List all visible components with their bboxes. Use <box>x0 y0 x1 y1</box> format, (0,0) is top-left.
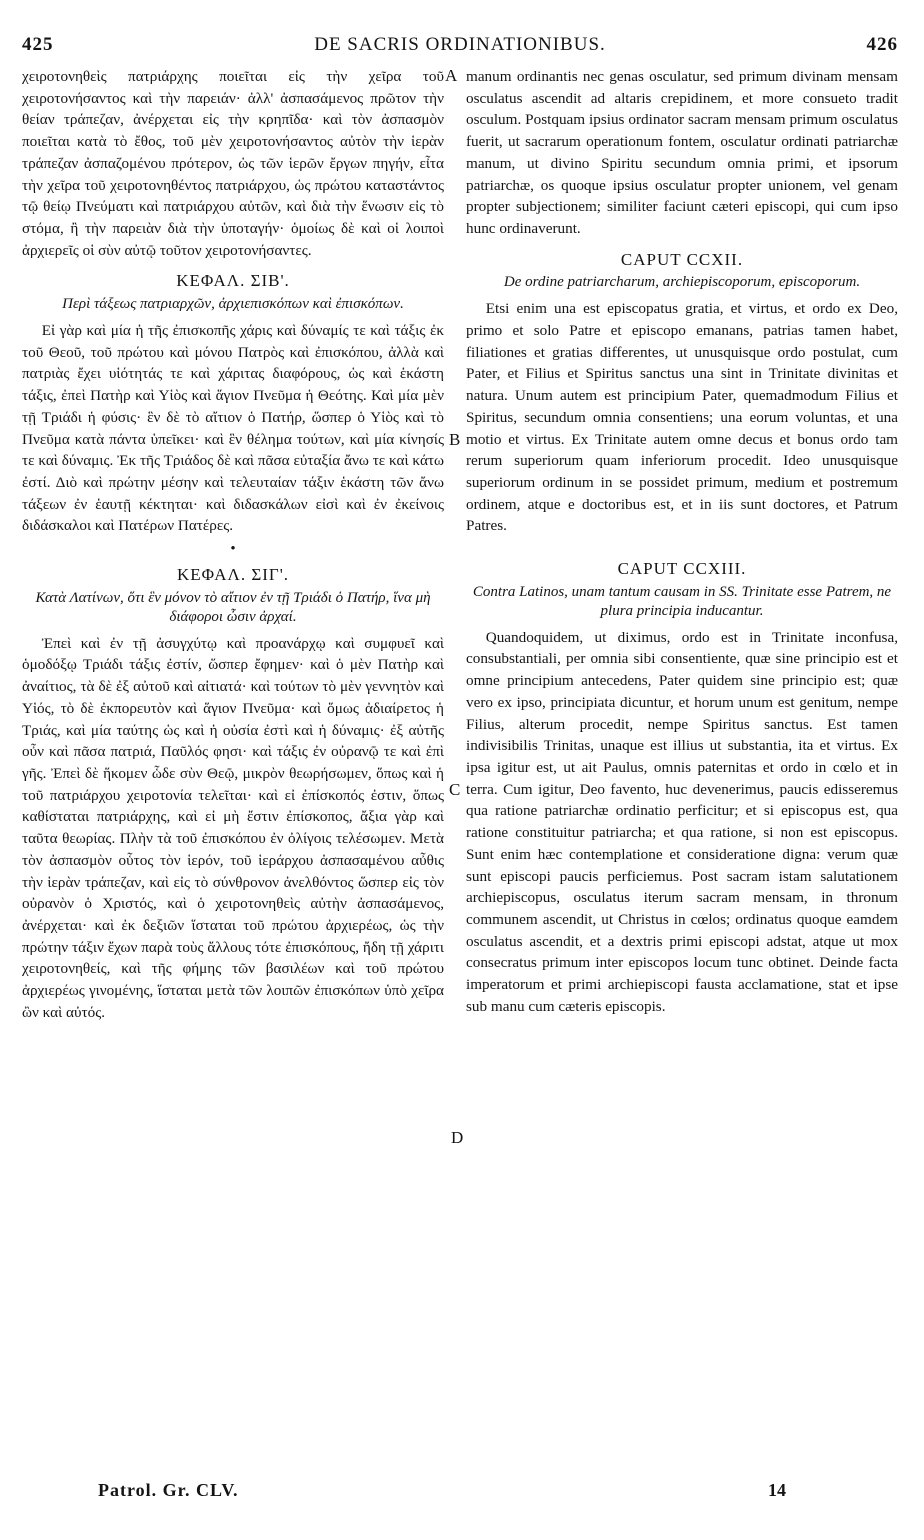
latin-chapter-subtitle-213: Contra Latinos, unam tantum causam in SS. Trinitate esse Patrem, ne plura principia inducantur. <box>472 583 892 619</box>
latin-chapter-subtitle-212: De ordine patriarcharum, archiepiscoporum, episcoporum. <box>503 274 861 291</box>
margin-letter-b: B <box>449 430 461 449</box>
margin-letter-c: C <box>449 780 461 799</box>
greek-paragraph-1: χειροτονηθεὶς πατριάρχης ποιεῖται εἰς τὴν χεῖρα τοῦ χειροτονήσαντος καὶ τὴν παρειάν· ἀλλ' ἀσπασάμενος πρῶτον τὴν θείαν τράπεζαν, ἀνέρχεται εἰς τὴν κρηπῖδα· καὶ τὸν ἀσπασμὸν ποιεῖται κατὰ τὸ ἔθος, τοῦ μὲν χειροτονήσαντος αὐτὸν τὴν ἱερὰν τράπεζαν ἀσπαζομένου πρότερον, ὡς τῶν ἱερῶν ἔργων πηγήν, εἶτα τὴν χεῖρα τοῦ χειροτονηθέντος πατριάρχου, ὡς πρώτου καταστάντος τῷ θείῳ Πνεύματι καὶ πατριάρχου αὐτῶν, καὶ διὰ τὴν ἕνωσιν εἰς τὸ στόμα, ἢ τὴν παρειὰν διὰ τὴν ὑποταγήν· ὁμοίως δὲ καὶ οἱ λοιποὶ ἀρχιερεῖς οἱ σὺν αὐτῷ τοῦτον χειροτονήσαντες. <box>22 68 444 259</box>
greek-paragraph-3: Ἐπεὶ καὶ ἐν τῇ ἀσυγχύτῳ καὶ προανάρχῳ καὶ συμφυεῖ καὶ ὁμοδόξῳ Τριάδι τάξις ἐστίν, ὥσπερ ἔφημεν· καὶ ὁ μὲν Πατὴρ καὶ ἀναίτιος, τὰ δὲ ἐξ αὐτοῦ καὶ αἰτιατά· καὶ τούτων τὸ μὲν γεννητὸν καὶ Υἱός, τὸ δὲ ἐκπορευτὸν καὶ ἅγιον Πνεῦμα· καὶ ὅμως ἀδιαίρετος ἡ Τριάς, καὶ μία ταύτης ὡς καὶ ἡ οὐσία ἐστὶ καὶ ἡ δύναμις· ἐξ αὐτῆς οὖν καὶ πᾶσα πατριά, Παῦλός φησι· καὶ τάξις ἐν οὐρανῷ τε καὶ ἐπὶ γῆς. Ἐπεὶ δὲ ἥκομεν ὧδε σὺν Θεῷ, μικρὸν θεωρήσωμεν, ὅπως καὶ ἡ τοῦ πατριάρχου χειροτονία τελεῖται· καὶ εἰ ἐπίσκοπός ἐστιν, ὅπως καθίσταται πατριάρχης, καὶ εἰ μὴ ἔστιν ἐπίσκοπος, ἄξια γὰρ καὶ ταῦτα θεωρίας. Πλὴν τὰ τοῦ ἐπισκόπου ἐν ὀλίγοις τελέσωμεν. Μετὰ τὸν ἀσπασμὸν οὗτος τὸν ἱερόν, τοῦ ἱεράρχου ἀσπασαμένου αὖθις τὴν ἱερὰν τράπεζαν, καὶ εἰς τὸ σύνθρονον ἀνελθόντος ὥσπερ εἰς τὸν οὐρανὸν ὁ Χριστός, καὶ ὁ χειροτονηθεὶς αὐτὴν ἀσπασάμενος, ἀνέρχεται· καὶ ἐκ δεξιῶν ἵσταται τοῦ πρώτου ἀρχιερέως, ὡς τὴν πρώτην τάξιν ἔχων παρὰ τοὺς ἄλλους τότε ἐπισκόπους, ἤδη τῇ χάριτι χειροτονηθείς, καὶ τῆς φήμης τῶν βασιλέων καὶ τοῦ πρώτου ἀρχιερέως γινομένης, ἵσταται μετὰ τῶν λοιπῶν ἐπισκόπων ὑπὸ χεῖρα ὢν καὶ αὐτός. <box>22 634 444 1021</box>
greek-chapter-subtitle-213: Κατὰ Λατίνων, ὅτι ἓν μόνον τὸ αἴτιον ἐν τῇ Τριάδι ὁ Πατήρ, ἵνα μὴ διάφοροι ὦσιν ἀρχαί. <box>35 589 431 625</box>
ornament-dot: • <box>230 541 236 558</box>
latin-column <box>466 66 898 1017</box>
greek-chapter-heading-212: ΚΕΦΑΛ. ΣΙΒ'. <box>176 271 290 291</box>
footer-signature-number: 14 <box>768 1480 786 1500</box>
footer-volume-label: Patrol. Gr. CLV. <box>98 1480 239 1500</box>
page-number-left: 425 <box>22 34 54 55</box>
greek-chapter-heading-213: ΚΕΦΑΛ. ΣΙΓ'. <box>176 565 290 585</box>
page-footer <box>0 1480 924 1510</box>
latin-chapter-heading-212: CAPUT CCXII. <box>620 249 744 269</box>
margin-letter-d: D <box>451 1128 464 1147</box>
margin-letter-a: A <box>445 66 458 85</box>
latin-paragraph-1: manum ordinantis nec genas osculatur, sed primum divinam mensam osculatus ascendit ad altaris crepidinem, et more consueto tradit osculum. Postquam ipsius ordinator sacram mensam primum osculatus fuerit, ut sacrarum operationum fontem, osculatur ordinati patriarchæ manum, ut divino Spiritu secundum omnia primi, et ipsorum patriarchæ, os quoque ipsius osculatur propter unionem, vel genam propter subjectionem; similiter faciunt cæteri episcopi, qui cum ipso hunc ordinaverunt. <box>466 68 898 237</box>
greek-paragraph-2: Εἰ γὰρ καὶ μία ἡ τῆς ἐπισκοπῆς χάρις καὶ δύναμίς τε καὶ τάξις ἐκ τοῦ Θεοῦ, τοῦ πρώτου καὶ μόνου Πατρὸς καὶ ἐπισκόπου, ἀλλὰ καὶ πατριὰς ἔχει υἱότητάς τε καὶ χάριτας διαφόρους, ὡς καὶ ἑκάστη τάξις, ἐπεὶ Πατὴρ καὶ Υἱὸς καὶ ἅγιον Πνεῦμα ἡ Θεότης. Καὶ μία μὲν τῇ Τριάδι ἡ φύσις· ἓν δὲ τὸ αἴτιον ὁ Πατήρ, ὥσπερ ὁ Υἱὸς καὶ τὸ Πνεῦμα κατὰ πάντα ὑπεῖκει· καὶ ἓν θέλημα τούτων, καὶ μία κίνησίς τε καὶ δύναμις. Ἐκ τῆς Τριάδος δὲ καὶ πᾶσα εὐταξία ἄνω τε καὶ κάτω ἐστί. Διὸ καὶ πρώτην μέσην καὶ τελευταίαν τάξιν ἑκάστη τῶν ἄνω τάξεων ἐν ἑαυτῇ κέκτηται· καὶ διδασκάλων εἰσὶ καὶ ἐν ἐκείνοις διδάσκαλοι καὶ Πατέρων Πατέρες. <box>22 322 444 535</box>
page-number-right: 426 <box>866 34 898 55</box>
latin-chapter-heading-213: CAPUT CCXIII. <box>617 559 747 579</box>
running-title: DE SACRIS ORDINATIONIBUS. <box>314 34 606 55</box>
latin-paragraph-3: Quandoquidem, ut diximus, ordo est in Trinitate inconfusa, consubstantiali, per omnia sibi consentiente, quæ sine principio est et omne principium antecedens, Pater quidem sine principio est; quæ vero ex ipso, principiata dicuntur, et horum unum est genitum, nempe Filius, alterum procedit, nempe Spiritus sanctus. Est tamen indivisibilis Trinitas, unaque est illius ut substantia, ita et virtus. Ex ipsa igitur est, ut ait Paulus, omnis paternitas et ordo in cœlo et in terra. Cum igitur, Deo favento, huc devenerimus, paucis edisseremus qua ratione patriarchæ ordinatio perficitur; et si episcopus est, qua ratione constituitur patriarcha; et qua ratione, si non est episcopus. Sunt enim hæc contemplatione et consideratione digna: verum quæ sunt episcopi paucis perficiemus. Post sacram istam salutationem archiepiscopus, osculatus iterum sacram mensam, in thronum communem ascendit, ut Christus in cœlos; ordinatus quoque eamdem osculatus ascendit, et a dextris primi episcopi adstat, atque ut mox consecratus primum inter episcopos locum tunc obtinet. Deinde facta imperatorum et primi archiepiscopi fausta acclamatione, stat et ipse sub manu cum cæteris episcopis. <box>466 628 898 1015</box>
latin-paragraph-2: Etsi enim una est episcopatus gratia, et virtus, et ordo ex Deo, primo et solo Patre et episcopo emanans, patrias tamen habet, filiationes et gratias differentes, ut unusquisque ordo postulat, cum Pater, et Filius et Spiritus sanctus una sint in Trinitate divinitas et natura. Unum autem est principium Pater, quemadmodum Filius et Spiritus, secundum omnia consentiens; una eorum voluntas, et una motio et virtus. Ex Trinitate autem omne decus et bonus ordo tam rerum superiorum quam inferiorum procedit. Ideo unusquisque superiorum ordinum in se possidet primum, medium et postremum ordinem, atque e doctoribus est, et in iis sunt doctores, et Patrum Patres. <box>466 300 898 535</box>
page-header <box>22 34 898 64</box>
greek-chapter-subtitle-212: Περὶ τάξεως πατριαρχῶν, ἀρχιεπισκόπων καὶ ἐπισκόπων. <box>62 296 404 313</box>
greek-column <box>22 66 444 1023</box>
